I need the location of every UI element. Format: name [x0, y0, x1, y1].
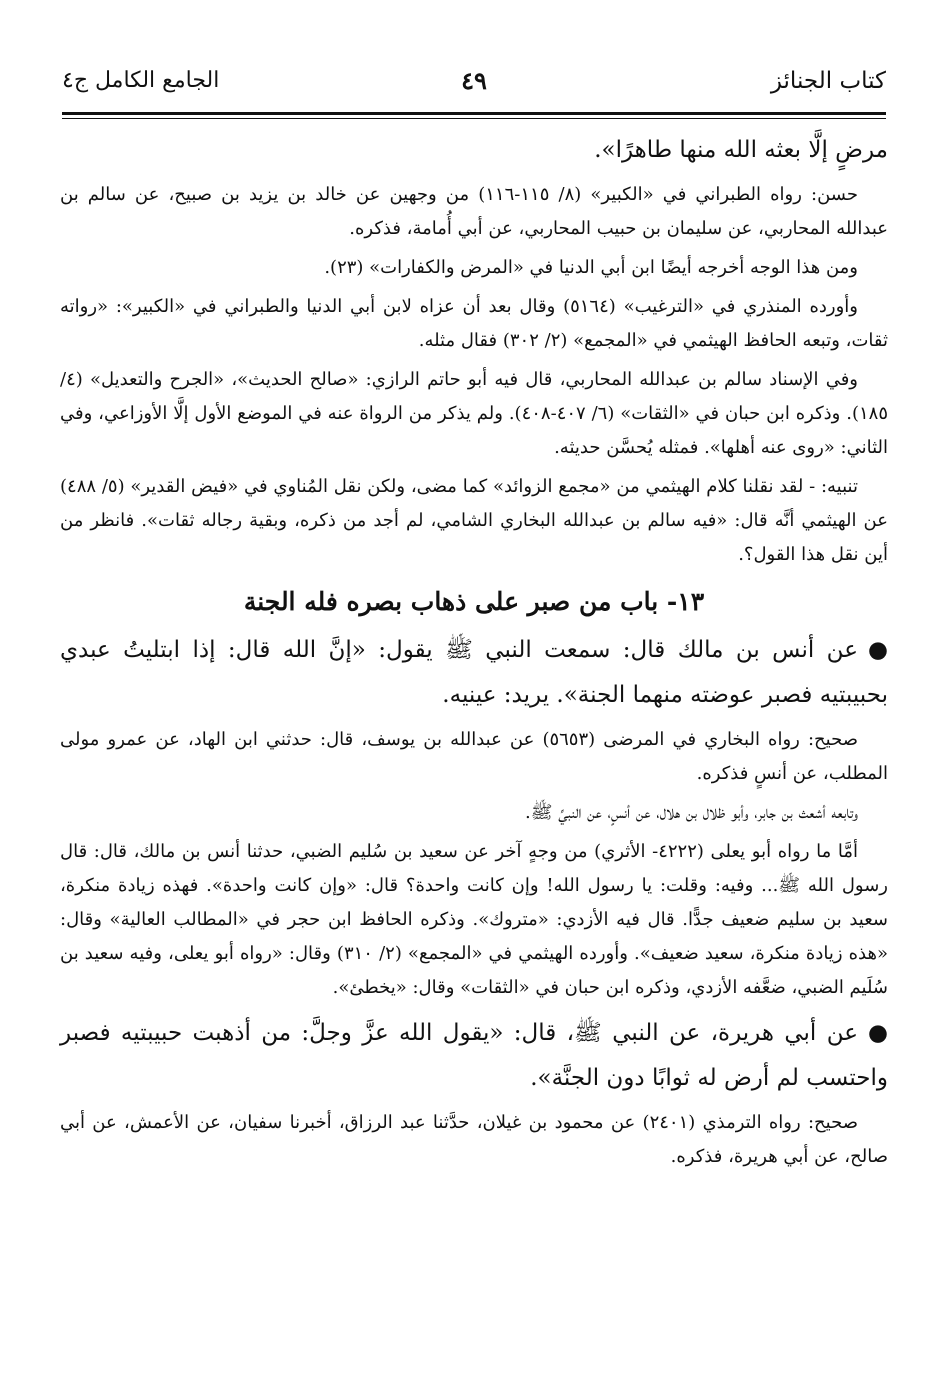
header-rule-thick	[62, 112, 886, 115]
takhrij-paragraph: حسن: رواه الطبراني في «الكبير» (٨/ ١١٥-١١٦) من وجهين عن خالد بن يزيد بن صبيح، عن سالم بن عبدالله المحاربي، عن سليمان بن حبيب المحاربي، عن أبي أُمامة، فذكره.	[60, 184, 888, 239]
takhrij-paragraph: صحيح: رواه الترمذي (٢٤٠١) عن محمود بن غيلان، حدَّثنا عبد الرزاق، أخبرنا سفيان، عن الأعمش، عن أبي صالح، عن أبي هريرة، فذكره.	[60, 1112, 888, 1167]
hadith-text-continuation: مرضٍ إلَّا بعثه الله منها طاهرًا».	[594, 137, 888, 163]
bullet-icon: ●	[867, 1020, 888, 1046]
note-paragraph: تنبيه: - لقد نقلنا كلام الهيثمي من «مجمع الزوائد» كما مضى، ولكن نقل المُناوي في «فيض القدير» (٥/ ٤٨٨) عن الهيثمي أنَّه قال: «فيه سالم بن عبدالله البخاري الشامي، لم أجد من ذكره، وبقية رجاله ثقات». فانظر من أين نقل هذا القول؟.	[60, 476, 888, 565]
bullet-icon: ●	[867, 637, 888, 663]
takhrij-paragraph: ومن هذا الوجه أخرجه أيضًا ابن أبي الدنيا في «المرض والكفارات» (٢٣).	[324, 257, 858, 278]
hadith-text: عن أبي هريرة، عن النبي ﷺ، قال: «يقول الله عزَّ وجلَّ: من أذهبت حبيبتيه فصبر واحتسب لم أرض له ثوابًا دون الجنَّة».	[60, 1020, 888, 1091]
takhrij-paragraph: وتابعه أشعث بن جابر، وأبو ظلال بن هلال، عن أنسٍ، عن النبيِّ ﷺ.	[525, 802, 858, 823]
page-body	[60, 128, 888, 1174]
hadith-paragraph	[60, 628, 888, 718]
book-title: كتاب الجنائز	[770, 68, 886, 94]
page-number: ٤٩	[461, 66, 487, 95]
takhrij-paragraph: أمَّا ما رواه أبو يعلى (٤٢٢٢- الأثري) من وجهٍ آخر عن سعيد بن سُليم الضبي، حدثنا أنس بن مالك، قال: قال رسول الله ﷺ... وفيه: وقلت: يا رسول الله! وإن كانت واحدة؟ قال: «وإن كانت واحدة». فهذه زيادة منكرة، سعيد بن سليم ضعيف جدًّا. قال فيه الأزدي: «متروك». وذكره الحافظ ابن حجر في «المطالب العالية» وقال: «هذه زيادة منكرة، سعيد ضعيف». وأورده الهيثمي في «المجمع» (٢/ ٣١٠) وقال: «رواه أبو يعلى، وفيه سعيد بن سُلَيم الضبي، ضعَّفه الأزدي، وذكره ابن حبان في «الثقات» وقال: «يخطئ».	[60, 841, 889, 998]
takhrij-paragraph: وأورده المنذري في «الترغيب» (٥١٦٤) وقال بعد أن عزاه لابن أبي الدنيا والطبراني في «الكبير»: «رواته ثقات، وتبعه الحافظ الهيثمي في «المجمع» (٢/ ٣٠٢) فقال مثله.	[60, 296, 888, 351]
takhrij-paragraph: صحيح: رواه البخاري في المرضى (٥٦٥٣) عن عبدالله بن يوسف، قال: حدثني ابن الهاد، عن عمرو مولى المطلب، عن أنسٍ فذكره.	[60, 729, 888, 784]
page-header	[62, 58, 886, 110]
volume-title: الجامع الكامل ج٤	[62, 68, 220, 93]
takhrij-paragraph: وفي الإسناد سالم بن عبدالله المحاربي، قال فيه أبو حاتم الرازي: «صالح الحديث»، «الجرح والتعديل» (٤/ ١٨٥). وذكره ابن حبان في «الثقات» (٦/ ٤٠٧-٤٠٨). ولم يذكر من الرواة عنه في الموضع الأول إلَّا الأوزاعي، وفي الثاني: «روى عنه أهلها». فمثله يُحسَّن حديثه.	[60, 369, 888, 458]
hadith-paragraph	[60, 1011, 888, 1101]
header-rule-thin	[62, 118, 886, 119]
hadith-text: عن أنس بن مالك قال: سمعت النبي ﷺ يقول: «إنَّ الله قال: إذا ابتليتُ عبدي بحبيبتيه فصبر عوضته منهما الجنة». يريد: عينيه.	[60, 637, 888, 708]
chapter-heading: ١٣- باب من صبر على ذهاب بصره فله الجنة	[243, 587, 705, 616]
